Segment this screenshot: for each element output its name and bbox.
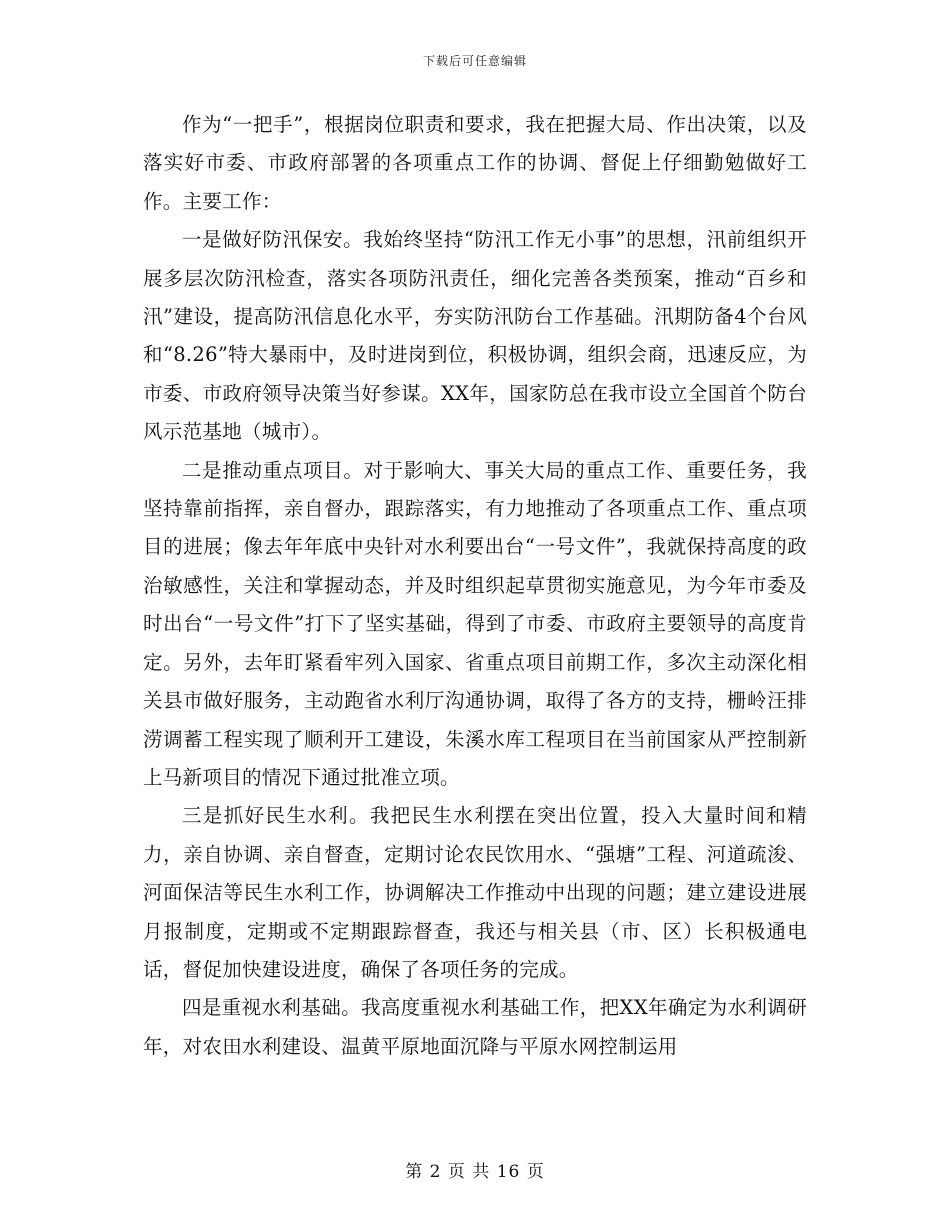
page-number: 第 2 页 共 16 页: [405, 1162, 545, 1182]
paragraph-intro: 作为“一把手”，根据岗位职责和要求，我在把握大局、作出决策，以及落实好市委、市政府部署的各项重点工作的协调、督促上仔细勤勉做好工作。主要工作：: [143, 113, 807, 213]
paragraph-key-projects: 二是推动重点项目。对于影响大、事关大局的重点工作、重要任务，我坚持靠前指挥，亲自督办，跟踪落实，有力地推动了各项重点工作、重点项目的进展；像去年年底中央针对水利要出台“一号文件”，我就保持高度的政治敏感性，关注和掌握动态，并及时组织起草贯彻实施意见，为今年市委及时出台“一号文件”打下了坚实基础，得到了市委、市政府主要领导的高度肯定。另外，去年盯紧看牢列入国家、省重点项目前期工作，多次主动深化相关县市做好服务，主动跑省水利厅沟通协调，取得了各方的支持，栅岭汪排涝调蓄工程实现了顺利开工建设，朱溪水库工程项目在当前国家从严控制新上马新项目的情况下通过批准立项。: [143, 458, 807, 789]
paragraph-water-foundation: 四是重视水利基础。我高度重视水利基础工作，把XX年确定为水利调研年，对农田水利建设、温黄平原地面沉降与平原水网控制运用: [143, 996, 807, 1058]
paragraph-livelihood-water: 三是抓好民生水利。我把民生水利摆在突出位置，投入大量时间和精力，亲自协调、亲自督查，定期讨论农民饮用水、“强塘”工程、河道疏浚、河面保洁等民生水利工作，协调解决工作推动中出现的问题；建立建设进展月报制度，定期或不定期跟踪督查，我还与相关县（市、区）长积极通电话，督促加快建设进度，确保了各项任务的完成。: [143, 804, 807, 981]
page-header-note: 下载后可任意编辑: [422, 54, 527, 68]
paragraph-flood-control: 一是做好防汛保安。我始终坚持“防汛工作无小事”的思想，汛前组织开展多层次防汛检查，落实各项防汛责任，细化完善各类预案，推动“百乡和汛”建设，提高防汛信息化水平，夯实防汛防台工作基础。汛期防备4个台风和“8.26”特大暴雨中，及时进岗到位，积极协调，组织会商，迅速反应，为市委、市政府领导决策当好参谋。XX年，国家防总在我市设立全国首个防台风示范基地（城市）。: [143, 228, 807, 444]
document-body: [143, 106, 807, 1066]
